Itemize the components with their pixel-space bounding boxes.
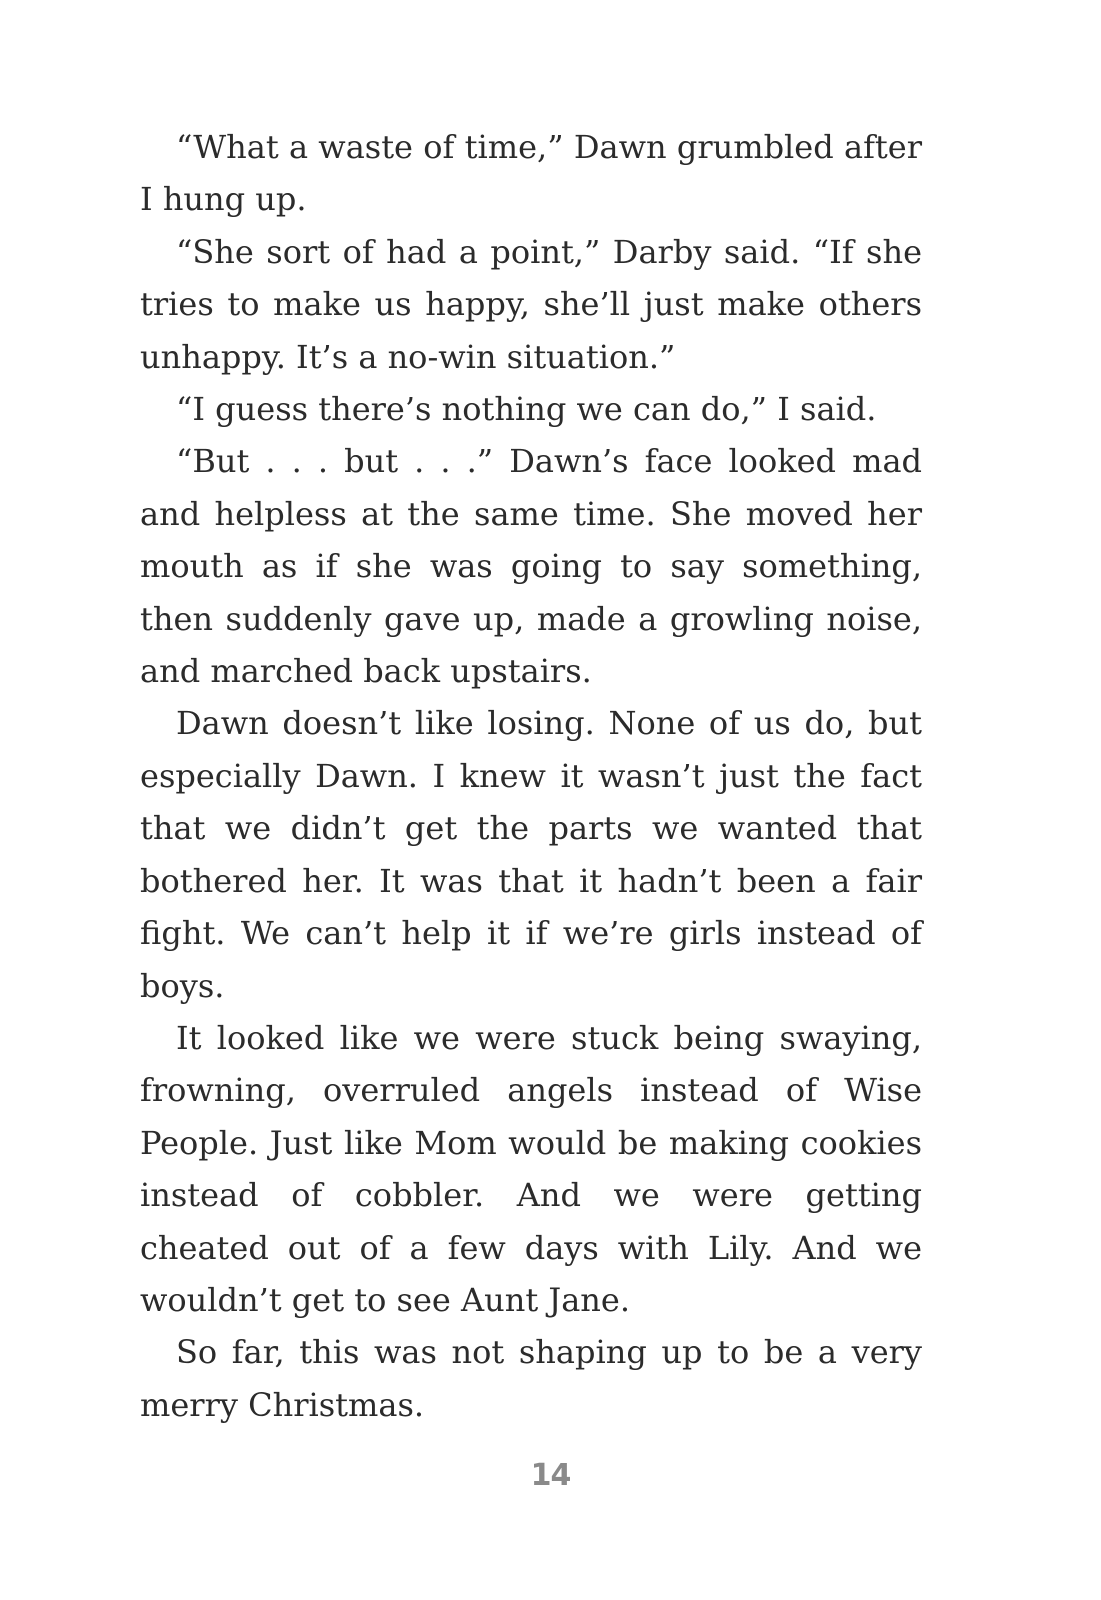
paragraph: It looked like we were stuck being swaying, frowning, overruled angels instead of Wise People. Just like Mom would be making cookies instead of cobbler. And we were getting cheated out of a few days with Lily. And we wouldn’t get to see Aunt Jane. [140, 1018, 922, 1319]
paragraph: “What a waste of time,” Dawn grumbled after I hung up. [140, 128, 922, 219]
paragraph: “But . . . but . . .” Dawn’s face looked mad and helpless at the same time. She moved her mouth as if she was going to say something, then suddenly gave up, made a growling noise, and marched back upstairs. [140, 442, 922, 691]
body-text [140, 121, 922, 1431]
page-number: 14 [530, 1458, 571, 1493]
paragraph: Dawn doesn’t like losing. None of us do, but especially Dawn. I knew it wasn’t just the fact that we didn’t get the parts we wanted that bothered her. It was that it hadn’t been a fair fight. We can’t help it if we’re girls instead of boys. [140, 704, 922, 1005]
paragraph: So far, this was not shaping up to be a very merry Christmas. [140, 1333, 922, 1424]
paragraph: “I guess there’s nothing we can do,” I said. [176, 390, 877, 429]
paragraph: “She sort of had a point,” Darby said. “If she tries to make us happy, she’ll just make others unhappy. It’s a no-win situation.” [140, 232, 922, 376]
